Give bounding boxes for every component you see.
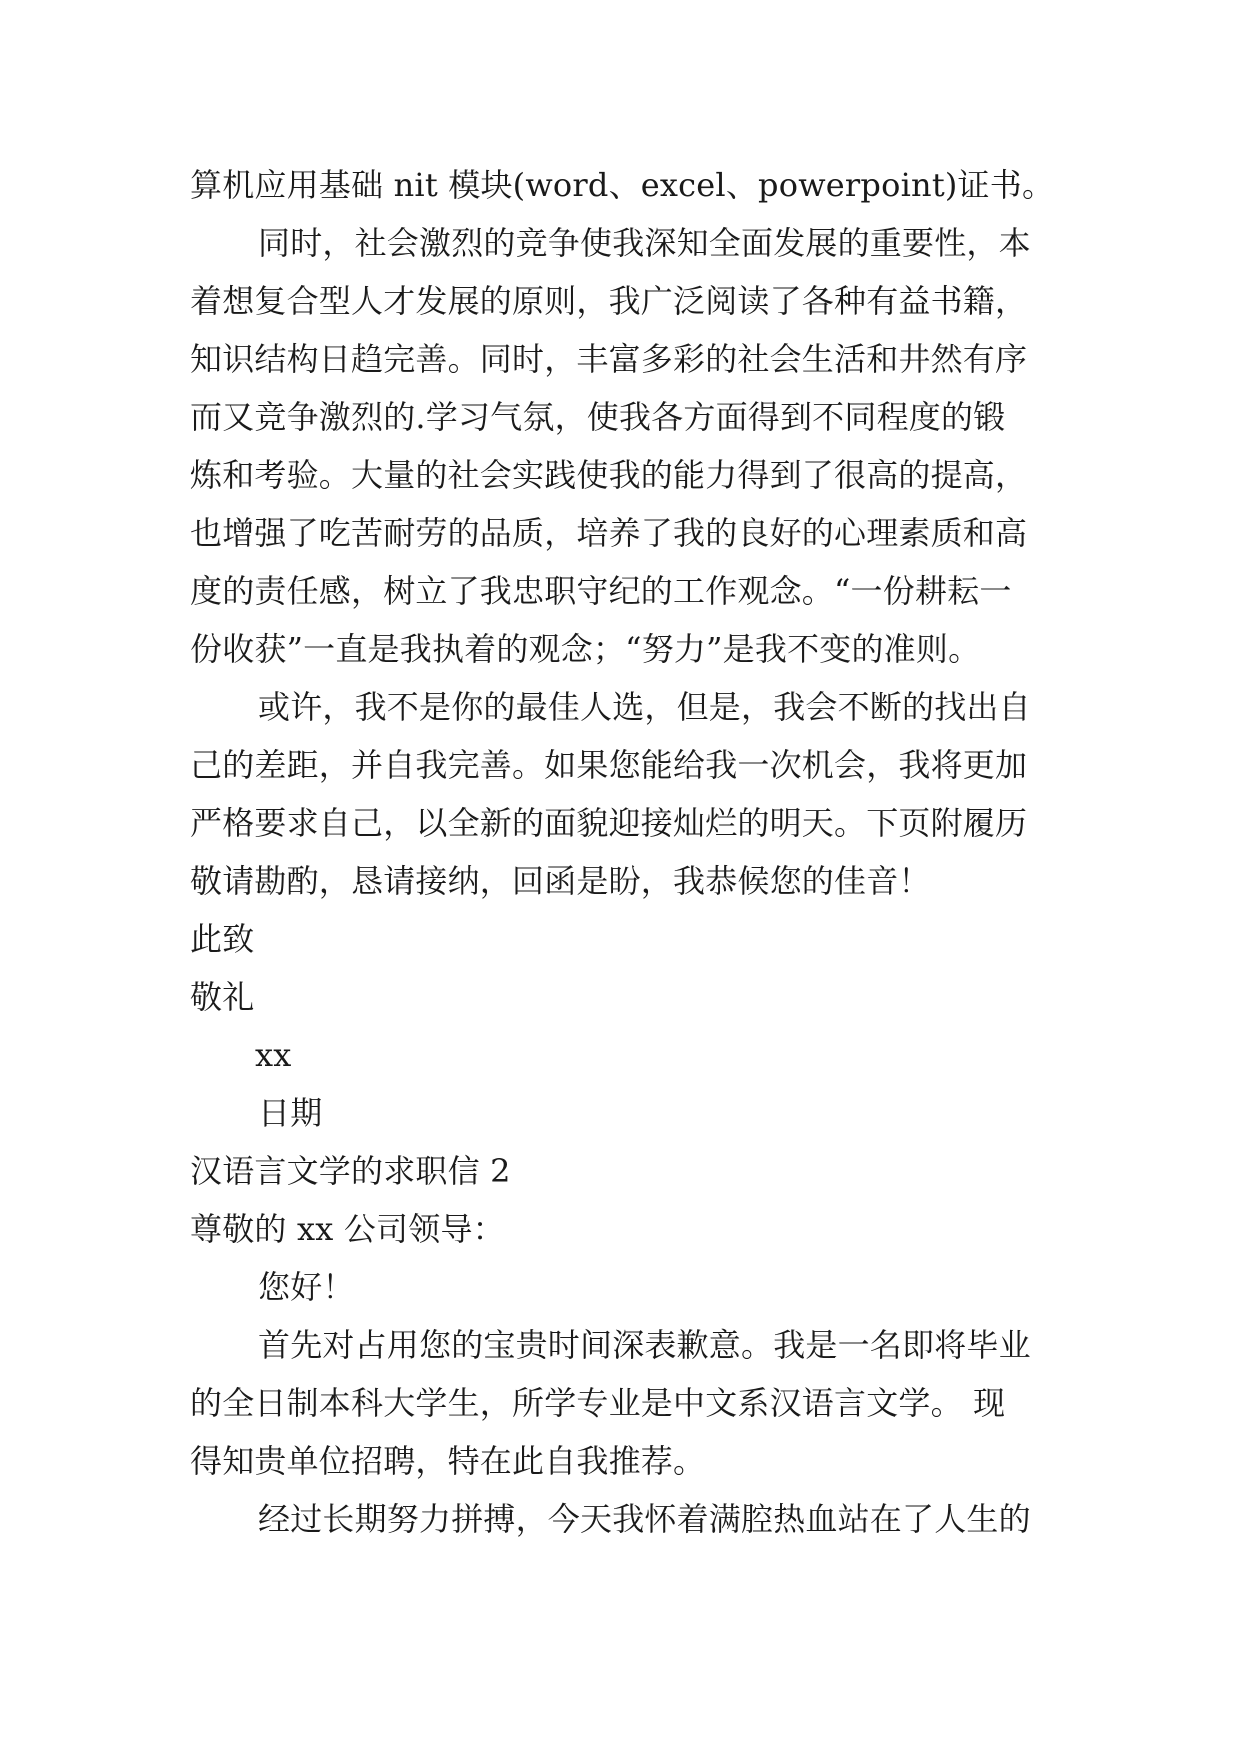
paragraph-line: 份收获”一直是我执着的观念；“努力”是我不变的准则。: [190, 630, 981, 668]
paragraph-line: 的全日制本科大学生，所学专业是中文系汉语言文学。 现: [190, 1384, 1006, 1422]
paragraph-line: 或许，我不是你的最佳人选，但是，我会不断的找出自: [258, 688, 1031, 726]
signature-name: xx: [255, 1036, 292, 1074]
document-body: [190, 156, 1070, 1548]
paragraph-line: 首先对占用您的宝贵时间深表歉意。我是一名即将毕业: [258, 1326, 1031, 1364]
closing-regards: 敬礼: [190, 978, 255, 1016]
paragraph-line: 得知贵单位招聘，特在此自我推荐。: [190, 1442, 706, 1480]
paragraph-line: 知识结构日趋完善。同时，丰富多彩的社会生活和井然有序: [190, 340, 1028, 378]
signature-date: 日期: [258, 1094, 323, 1132]
paragraph-line: 度的责任感，树立了我忠职守纪的工作观念。“一份耕耘一: [190, 572, 1012, 610]
paragraph-line: 着想复合型人才发展的原则，我广泛阅读了各种有益书籍，: [190, 282, 1028, 320]
letter-greeting: 尊敬的 xx 公司领导：: [190, 1210, 505, 1248]
paragraph-line: 敬请勘酌，恳请接纳，回函是盼，我恭候您的佳音！: [190, 862, 931, 900]
paragraph-line: 同时，社会激烈的竞争使我深知全面发展的重要性，本: [258, 224, 1031, 262]
paragraph-line: 严格要求自己，以全新的面貌迎接灿烂的明天。下页附履历: [190, 804, 1028, 842]
paragraph-line: 也增强了吃苦耐劳的品质，培养了我的良好的心理素质和高: [190, 514, 1028, 552]
letter-title: 汉语言文学的求职信 2: [190, 1152, 511, 1190]
paragraph-line: 而又竞争激烈的.学习气氛，使我各方面得到不同程度的锻: [190, 398, 1006, 436]
body-line-certificate: 算机应用基础 nit 模块(word、excel、powerpoint)证书。: [190, 166, 1055, 204]
paragraph-line: 己的差距，并自我完善。如果您能给我一次机会，我将更加: [190, 746, 1028, 784]
letter-hello: 您好！: [258, 1268, 355, 1306]
closing-salutation: 此致: [190, 920, 255, 958]
paragraph-line: 炼和考验。大量的社会实践使我的能力得到了很高的提高，: [190, 456, 1028, 494]
paragraph-line: 经过长期努力拼搏，今天我怀着满腔热血站在了人生的: [258, 1500, 1031, 1538]
